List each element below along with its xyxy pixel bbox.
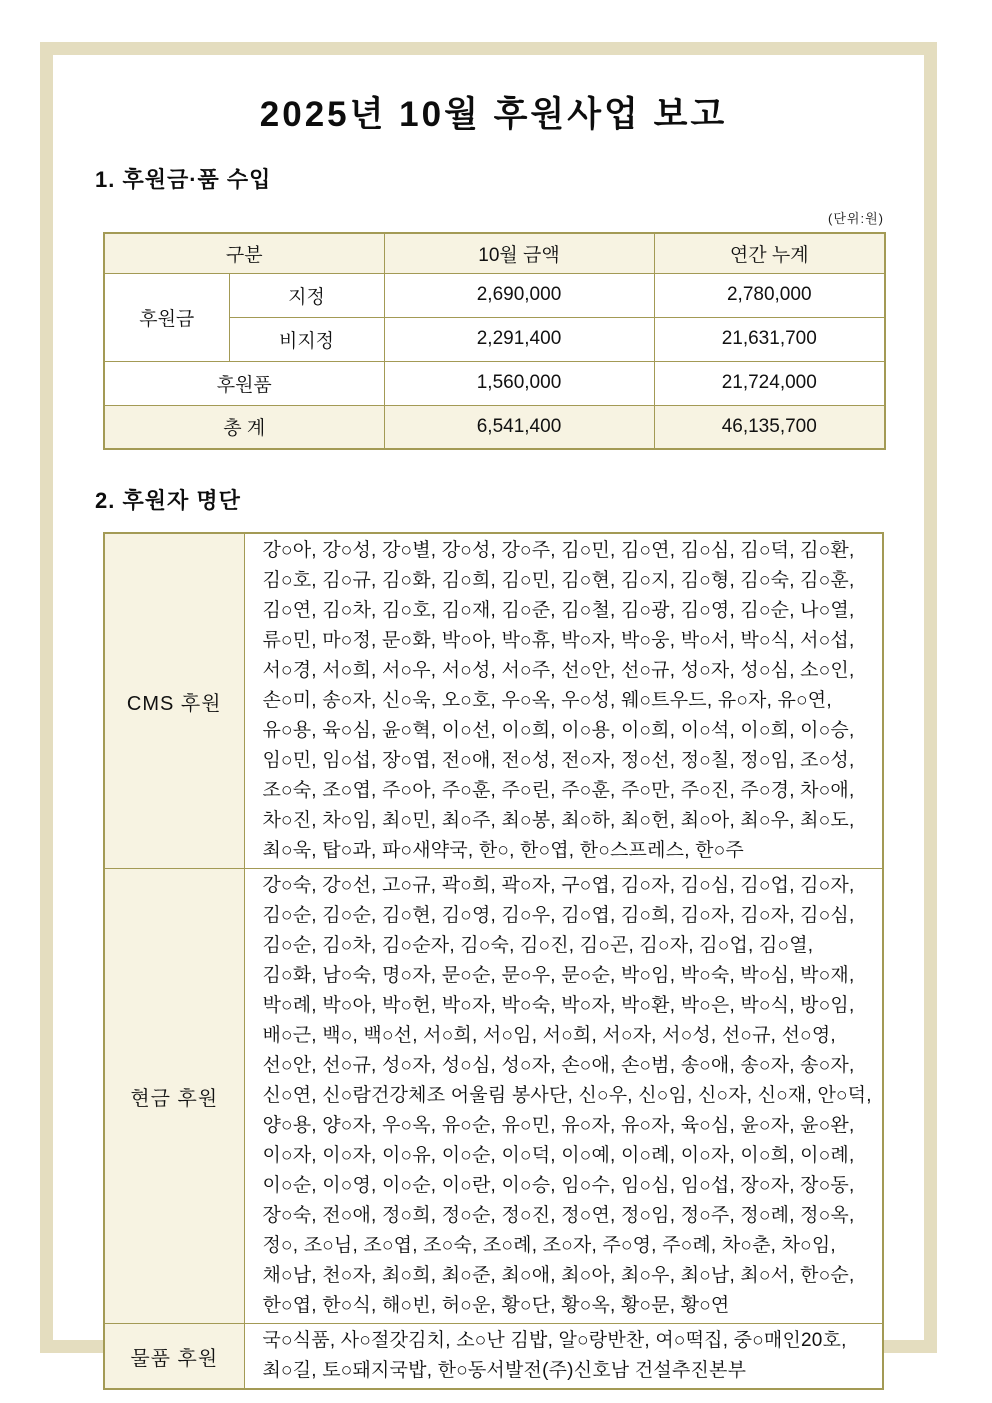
- income-label-total: 총 계: [104, 405, 384, 449]
- income-table-header-row: [104, 233, 885, 273]
- name-list-line: 최○길, 토○돼지국밥, 한○동서발전(주)신호남 건설추진본부: [262, 1360, 747, 1381]
- donor-label-cash: 현금 후원: [104, 869, 244, 1324]
- income-group-donation-money: 후원금: [104, 273, 229, 361]
- donor-label-goods: 물품 후원: [104, 1324, 244, 1390]
- name-list-line: 박○례, 박○아, 박○헌, 박○자, 박○숙, 박○자, 박○환, 박○은, 박○식, 방○임,: [262, 995, 855, 1016]
- name-list-line: 김○순, 김○순, 김○현, 김○영, 김○우, 김○엽, 김○희, 김○자, 김○자, 김○심,: [262, 905, 855, 926]
- income-total-cumulative: 46,135,700: [654, 405, 885, 449]
- name-list-line: 강○아, 강○성, 강○별, 강○성, 강○주, 김○민, 김○연, 김○심, 김○덕, 김○환,: [262, 540, 855, 561]
- income-goods-cumulative: 21,724,000: [654, 361, 885, 405]
- name-list-line: 국○식품, 사○절갓김치, 소○난 김밥, 알○랑반찬, 여○떡집, 중○매인20호,: [262, 1330, 847, 1351]
- name-list-line: 임○민, 임○섭, 장○엽, 전○애, 전○성, 전○자, 정○선, 정○칠, 정○임, 조○성,: [262, 750, 855, 771]
- name-list-line: 조○숙, 조○엽, 주○아, 주○훈, 주○린, 주○훈, 주○만, 주○진, 주○경, 차○애,: [262, 780, 855, 801]
- donor-row-cms: [104, 533, 883, 869]
- income-header-category: 구분: [104, 233, 384, 273]
- name-list-line: 양○용, 양○자, 우○옥, 유○순, 유○민, 유○자, 유○자, 육○심, 윤○자, 윤○완,: [262, 1115, 855, 1136]
- name-list-line: 유○용, 육○심, 윤○혁, 이○선, 이○희, 이○용, 이○희, 이○석, 이○희, 이○승,: [262, 720, 855, 741]
- donor-names-cash: [244, 869, 883, 1324]
- name-list-line: 손○미, 송○자, 신○욱, 오○호, 우○옥, 우○성, 웨○트우드, 유○자, 유○연,: [262, 690, 832, 711]
- name-list-line: 신○연, 신○람건강체조 어울림 봉사단, 신○우, 신○임, 신○자, 신○재, 안○덕,: [262, 1085, 872, 1106]
- name-list-line: 최○욱, 탑○과, 파○새약국, 한○, 한○엽, 한○스프레스, 한○주: [262, 840, 744, 861]
- name-list-line: 김○호, 김○규, 김○화, 김○희, 김○민, 김○현, 김○지, 김○형, 김○숙, 김○훈,: [262, 570, 855, 591]
- income-undesignated-cumulative: 21,631,700: [654, 317, 885, 361]
- name-list-line: 김○화, 남○숙, 명○자, 문○순, 문○우, 문○순, 박○임, 박○숙, 박○심, 박○재,: [262, 965, 855, 986]
- income-goods-month: 1,560,000: [384, 361, 654, 405]
- income-label-goods: 후원품: [104, 361, 384, 405]
- donor-label-cms: CMS 후원: [104, 533, 244, 869]
- donor-section-heading: 2. 후원자 명단: [95, 488, 241, 513]
- table-row-total: [104, 405, 885, 449]
- page-content: [53, 55, 924, 1381]
- income-header-month: 10월 금액: [384, 233, 654, 273]
- donor-row-cash: [104, 869, 883, 1324]
- income-label-designated: 지정: [229, 273, 384, 317]
- table-row-designated: [104, 273, 885, 317]
- name-list-line: 이○자, 이○자, 이○유, 이○순, 이○덕, 이○예, 이○례, 이○자, 이○희, 이○례,: [262, 1145, 855, 1166]
- donor-section: [95, 484, 884, 1390]
- name-list-line: 장○숙, 전○애, 정○희, 정○순, 정○진, 정○연, 정○임, 정○주, 정○례, 정○옥,: [262, 1205, 855, 1226]
- name-list-line: 차○진, 차○임, 최○민, 최○주, 최○봉, 최○하, 최○헌, 최○아, 최○우, 최○도,: [262, 810, 855, 831]
- name-list-line: 배○근, 백○, 백○선, 서○희, 서○임, 서○희, 서○자, 서○성, 선○규, 선○영,: [262, 1025, 836, 1046]
- page-frame: [40, 42, 937, 1381]
- income-undesignated-month: 2,291,400: [384, 317, 654, 361]
- name-list-line: 김○연, 김○차, 김○호, 김○재, 김○준, 김○철, 김○광, 김○영, 김○순, 나○열,: [262, 600, 855, 621]
- name-list-line: 채○남, 천○자, 최○희, 최○준, 최○애, 최○아, 최○우, 최○남, 최○서, 한○순,: [262, 1265, 855, 1286]
- income-table: [103, 232, 886, 450]
- income-designated-month: 2,690,000: [384, 273, 654, 317]
- income-section: [95, 163, 884, 450]
- income-designated-cumulative: 2,780,000: [654, 273, 885, 317]
- donor-names-goods: [244, 1324, 883, 1390]
- donor-names-cms: [244, 533, 883, 869]
- page-title: 2025년 10월 후원사업 보고: [259, 95, 728, 134]
- income-section-heading: 1. 후원금·품 수입: [95, 167, 272, 192]
- name-list-line: 류○민, 마○정, 문○화, 박○아, 박○휴, 박○자, 박○웅, 박○서, 박○식, 서○섭,: [262, 630, 855, 651]
- name-list-line: 정○, 조○님, 조○엽, 조○숙, 조○례, 조○자, 주○영, 주○례, 차○춘, 차○임,: [262, 1235, 836, 1256]
- income-total-month: 6,541,400: [384, 405, 654, 449]
- income-header-cumulative: 연간 누계: [654, 233, 885, 273]
- unit-note: (단위:원): [828, 211, 884, 226]
- name-list-line: 선○안, 선○규, 성○자, 성○심, 성○자, 손○애, 손○범, 송○애, 송○자, 송○자,: [262, 1055, 855, 1076]
- name-list-line: 김○순, 김○차, 김○순자, 김○숙, 김○진, 김○곤, 김○자, 김○업, 김○열,: [262, 935, 814, 956]
- donor-row-goods: [104, 1324, 883, 1390]
- table-row-goods: [104, 361, 885, 405]
- name-list-line: 한○엽, 한○식, 해○빈, 허○운, 황○단, 황○옥, 황○문, 황○연: [262, 1295, 730, 1316]
- name-list-line: 이○순, 이○영, 이○순, 이○란, 이○승, 임○수, 임○심, 임○섭, 장○자, 장○동,: [262, 1175, 855, 1196]
- name-list-line: 서○경, 서○희, 서○우, 서○성, 서○주, 선○안, 선○규, 성○자, 성○심, 소○인,: [262, 660, 855, 681]
- donor-table: [103, 532, 884, 1390]
- name-list-line: 강○숙, 강○선, 고○규, 곽○희, 곽○자, 구○엽, 김○자, 김○심, 김○업, 김○자,: [262, 875, 855, 896]
- income-label-undesignated: 비지정: [229, 317, 384, 361]
